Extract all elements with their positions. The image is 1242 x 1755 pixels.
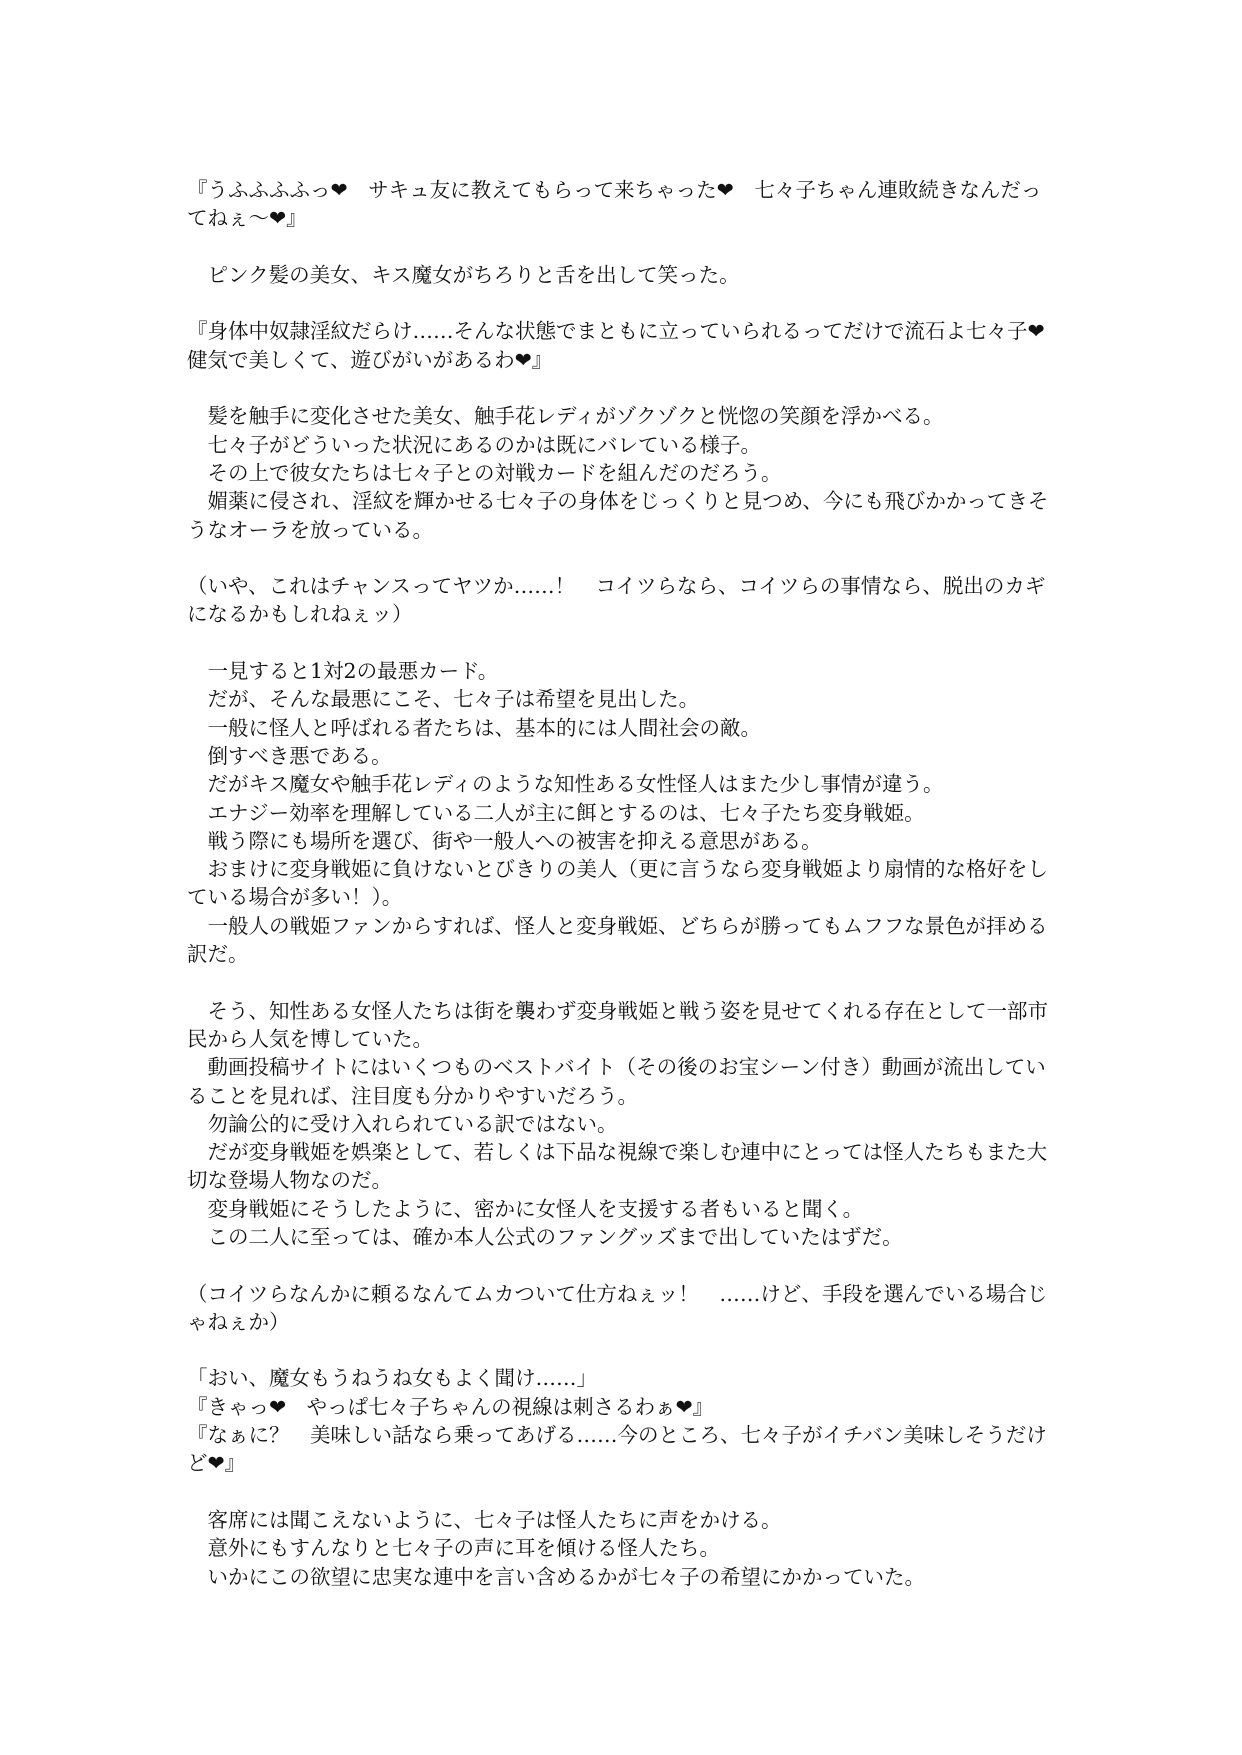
paragraph: 一般に怪人と呼ばれる者たちは、基本的には人間社会の敵。: [187, 715, 761, 740]
paragraph-spacer: [187, 1336, 1055, 1364]
paragraph: 変身戦姫にそうしたように、密かに女怪人を支援する者もいると聞く。: [187, 1196, 864, 1221]
paragraph: 一見すると1対2の最悪カード。: [187, 659, 499, 684]
paragraph-spacer: [187, 289, 1055, 317]
paragraph: 動画投稿サイトにはいくつものベストバイト（その後のお宝シーン付き）動画が流出していることを見れば、注目度も分かりやすいだろう。: [187, 1055, 1046, 1108]
paragraph-spacer: [187, 629, 1055, 657]
paragraph: おまけに変身戦姫に負けないとびきりの美人（更に言うなら変身戦姫より扇情的な格好をしている場合が多い！）。: [187, 857, 1048, 910]
paragraph: 「おい、魔女もうねうね女もよく聞け……」: [187, 1366, 597, 1391]
paragraph: エナジー効率を理解している二人が主に餌とするのは、七々子たち変身戦姫。: [187, 800, 925, 825]
paragraph: （コイツらなんかに頼るなんてムカついて仕方ねぇッ！ ……けど、手段を選んでいる場合じゃねぇか）: [187, 1281, 1048, 1334]
paragraph: 媚薬に侵され、淫紋を輝かせる七々子の身体をじっくりと見つめ、今にも飛びかかってきそうなオーラを放っている。: [187, 489, 1049, 542]
paragraph: だが変身戦姫を娯楽として、若しくは下品な視線で楽しむ連中にとっては怪人たちもまた大切な登場人物なのだ。: [187, 1140, 1048, 1193]
paragraph: ピンク髪の美女、キス魔女がちろりと舌を出して笑った。: [187, 262, 740, 287]
paragraph-spacer: [187, 968, 1055, 996]
paragraph-spacer: [187, 1251, 1055, 1279]
paragraph: そう、知性ある女怪人たちは街を襲わず変身戦姫と戦う姿を見せてくれる存在として一部市民から人気を博していた。: [187, 998, 1048, 1051]
paragraph: 倒すべき悪である。: [187, 743, 392, 768]
paragraph: 髪を触手に変化させた美女、触手花レディがゾクゾクと恍惚の笑顔を浮かべる。: [187, 404, 944, 429]
paragraph: 客席には聞こえないように、七々子は怪人たちに声をかける。: [187, 1507, 782, 1532]
paragraph: 勿論公的に受け入れられている訳ではない。: [187, 1111, 618, 1136]
paragraph: 『きゃっ❤ やっぱ七々子ちゃんの視線は刺さるわぁ❤』: [187, 1394, 714, 1419]
body-text: [187, 176, 1066, 1591]
paragraph: 意外にもすんなりと七々子の声に耳を傾ける怪人たち。: [187, 1536, 720, 1561]
paragraph-spacer: [187, 233, 1055, 261]
paragraph: この二人に至っては、確か本人公式のファングッズまで出していたはずだ。: [187, 1224, 903, 1249]
paragraph: 七々子がどういった状況にあるのかは既にバレている様子。: [187, 432, 761, 457]
paragraph: いかにこの欲望に忠実な連中を言い含めるかが七々子の希望にかかっていた。: [187, 1564, 925, 1589]
paragraph: その上で彼女たちは七々子との対戦カードを組んだのだろう。: [187, 460, 782, 485]
paragraph-spacer: [187, 544, 1055, 572]
paragraph: 『なぁに？ 美味しい話なら乗ってあげる……今のところ、七々子がイチバン美味しそうだけど❤』: [187, 1423, 1047, 1476]
paragraph: （いや、これはチャンスってヤツか……！ コイツらなら、コイツらの事情なら、脱出のカギになるかもしれねぇッ）: [187, 574, 1046, 627]
paragraph-spacer: [187, 1478, 1055, 1506]
paragraph: 『身体中奴隷淫紋だらけ……そんな状態でまともに立っていられるってだけで流石よ七々子❤ 健気で美しくて、遊びがいがあるわ❤』: [187, 319, 1066, 372]
paragraph: だがキス魔女や触手花レディのような知性ある女性怪人はまた少し事情が違う。: [187, 772, 944, 797]
paragraph-spacer: [187, 374, 1055, 402]
paragraph: 『うふふふふっ❤ サキュ友に教えてもらって来ちゃった❤ 七々子ちゃん連敗続きなんだってねぇ〜❤』: [187, 178, 1042, 231]
paragraph: だが、そんな最悪にこそ、七々子は希望を見出した。: [187, 687, 700, 712]
paragraph: 一般人の戦姫ファンからすれば、怪人と変身戦姫、どちらが勝ってもムフフな景色が拝める訳だ。: [187, 913, 1048, 967]
paragraph: 戦う際にも場所を選び、街や一般人への被害を抑える意思がある。: [187, 828, 822, 853]
